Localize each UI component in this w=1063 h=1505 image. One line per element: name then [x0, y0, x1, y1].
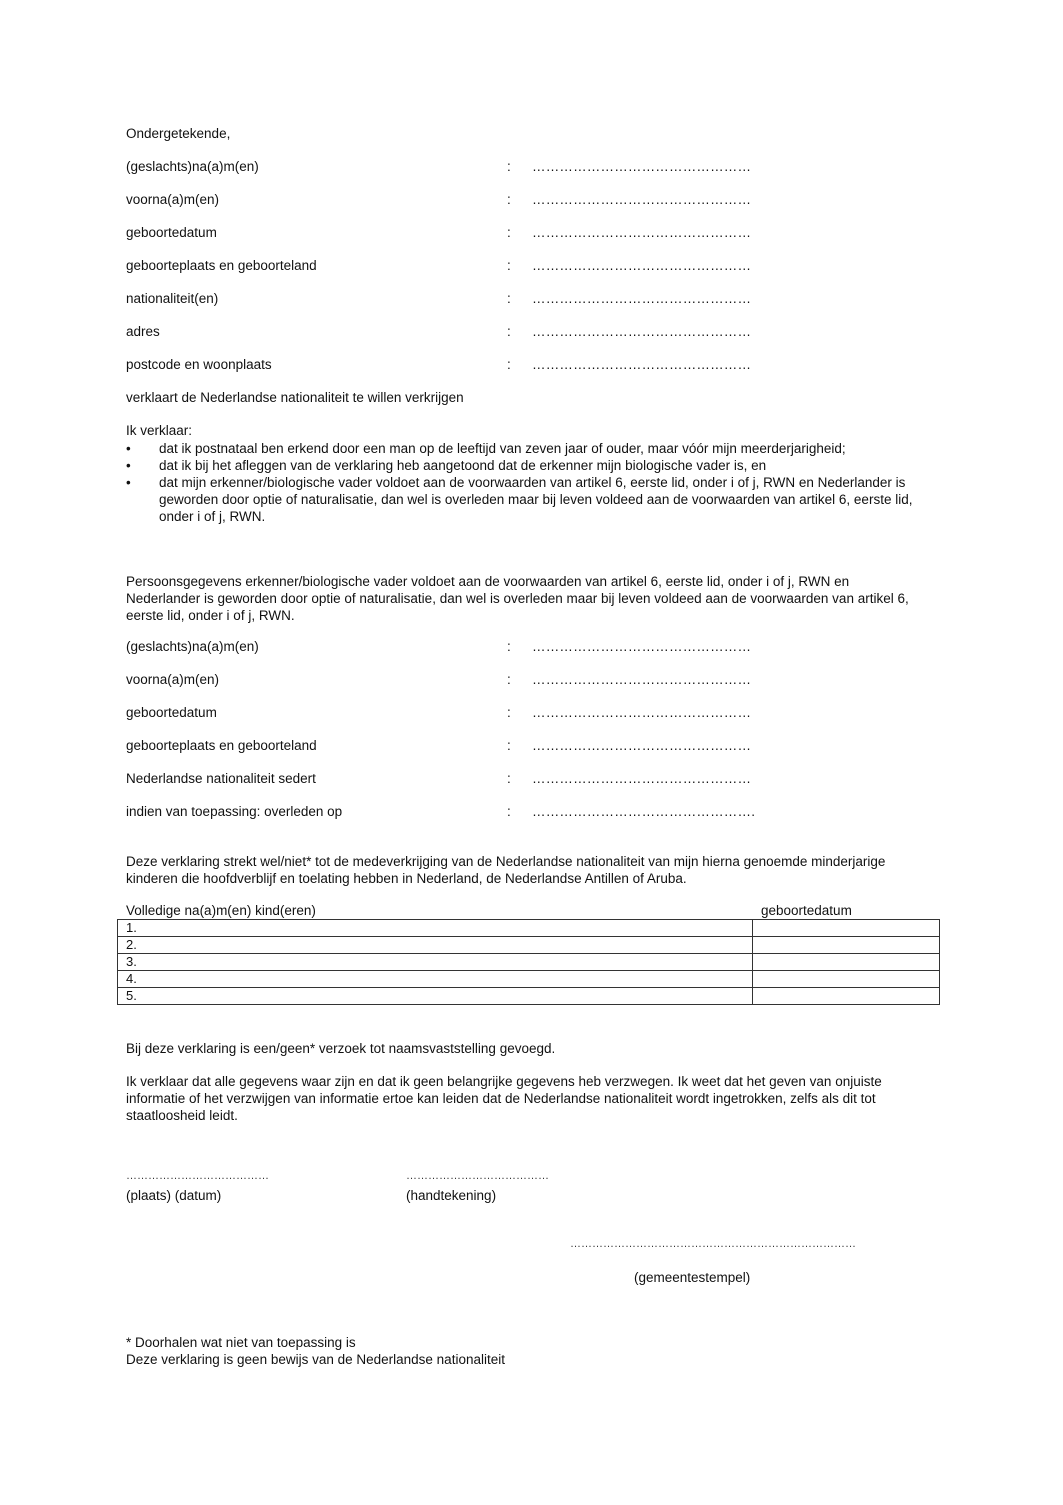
bullet-text: dat ik bij het afleggen van de verklaring heb aangetoond dat de erkenner mijn biologische vader is, en	[159, 458, 767, 473]
field-label: nationaliteit(en)	[126, 291, 219, 306]
field-input-line[interactable]: …………………………………………	[532, 672, 752, 687]
father-intro-text: Persoonsgegevens erkenner/biologische vader voldoet aan de voorwaarden van artikel 6, eerste lid, onder i of j, RWN en Nederlander is geworden door optie of naturalisatie, dan wel is overleden maar bij leven voldeed aan de voorwaarden van artikel 6, eerste lid, onder i of j, RWN.	[126, 574, 909, 623]
child-name-cell[interactable]: 1.	[118, 920, 753, 937]
table-row	[118, 937, 940, 954]
field-input-line[interactable]: …………………………………………	[532, 291, 752, 306]
bullet-icon: •	[126, 475, 131, 490]
field-input-line[interactable]: …………………………………………	[532, 192, 752, 207]
field-input-line[interactable]: …………………………………………	[532, 258, 752, 273]
field-label: postcode en woonplaats	[126, 357, 272, 372]
child-birthdate-cell[interactable]	[753, 920, 940, 937]
field-input-line[interactable]: …………………………………………	[532, 159, 752, 174]
field-label: (geslachts)na(a)m(en)	[126, 159, 259, 174]
child-name-cell[interactable]: 3.	[118, 954, 753, 971]
name-request-text: Bij deze verklaring is een/geen* verzoek tot naamsvaststelling gevoegd.	[126, 1041, 556, 1056]
field-colon: :	[507, 192, 511, 207]
field-label: geboorteplaats en geboorteland	[126, 258, 317, 273]
bullet-text: dat mijn erkenner/biologische vader voldoet aan de voorwaarden van artikel 6, eerste lid, onder i of j, RWN en Nederlander is geworden door optie of naturalisatie, dan wel is overleden maar bij leven voldeed aan de voorwaarden van artikel 6, eerste lid, onder i of j, RWN.	[159, 475, 913, 524]
field-label: geboortedatum	[126, 225, 217, 240]
field-colon: :	[507, 672, 511, 687]
place-date-label: (plaats) (datum)	[126, 1188, 222, 1203]
child-birthdate-cell[interactable]	[753, 988, 940, 1005]
field-colon: :	[507, 804, 511, 819]
table-row	[118, 971, 940, 988]
bullet-icon: •	[126, 458, 131, 473]
children-table	[117, 919, 940, 1005]
bullet-item	[126, 440, 926, 457]
bullet-item	[126, 457, 926, 474]
field-colon: :	[507, 705, 511, 720]
signature-label: (handtekening)	[406, 1188, 497, 1203]
children-table-header-name: Volledige na(a)m(en) kind(eren)	[126, 903, 316, 918]
field-input-line[interactable]: …………………………………………	[532, 324, 752, 339]
bullet-item	[126, 474, 926, 525]
field-colon: :	[507, 258, 511, 273]
field-colon: :	[507, 291, 511, 306]
field-input-line[interactable]: …………………………………………	[532, 225, 752, 240]
child-birthdate-cell[interactable]	[753, 954, 940, 971]
children-table-header-date: geboortedatum	[761, 903, 852, 918]
field-colon: :	[507, 159, 511, 174]
child-name-cell[interactable]: 5.	[118, 988, 753, 1005]
stamp-label: (gemeentestempel)	[634, 1270, 751, 1285]
field-colon: :	[507, 357, 511, 372]
place-date-line[interactable]: …………………………………	[126, 1170, 269, 1182]
field-input-line[interactable]: …………………………………………	[532, 639, 752, 654]
bullet-icon: •	[126, 441, 131, 456]
field-label: voorna(a)m(en)	[126, 672, 220, 687]
declaration-text: verklaart de Nederlandse nationaliteit te willen verkrijgen	[126, 390, 464, 405]
footnote-no-proof: Deze verklaring is geen bewijs van de Nederlandse nationaliteit	[126, 1352, 505, 1367]
field-colon: :	[507, 225, 511, 240]
table-row	[118, 954, 940, 971]
truth-statement-text: Ik verklaar dat alle gegevens waar zijn en dat ik geen belangrijke gegevens heb verzwegen. Ik weet dat het geven van onjuiste informatie of het verzwijgen van informatie ertoe kan leiden dat de Nederlandse nationaliteit wordt ingetrokken, zelfs als dit tot staatloosheid leidt.	[126, 1074, 882, 1123]
child-birthdate-cell[interactable]	[753, 971, 940, 988]
bullet-text: dat ik postnataal ben erkend door een man op de leeftijd van zeven jaar of ouder, maar vóór mijn meerderjarigheid;	[159, 441, 846, 456]
child-name-cell[interactable]: 4.	[118, 971, 753, 988]
ik-verklaar-heading: Ik verklaar:	[126, 423, 193, 438]
field-input-line[interactable]: …………………………………………	[532, 738, 752, 753]
stamp-line: ……………………………………………………………………	[570, 1238, 856, 1250]
field-label: (geslachts)na(a)m(en)	[126, 639, 259, 654]
field-label: indien van toepassing: overleden op	[126, 804, 343, 819]
field-input-line[interactable]: ………………………………………….	[532, 804, 756, 819]
child-birthdate-cell[interactable]	[753, 937, 940, 954]
field-label: voorna(a)m(en)	[126, 192, 220, 207]
field-label: geboorteplaats en geboorteland	[126, 738, 317, 753]
field-colon: :	[507, 324, 511, 339]
table-row	[118, 920, 940, 937]
field-label: adres	[126, 324, 160, 339]
declaration-bullets	[126, 440, 926, 525]
field-colon: :	[507, 639, 511, 654]
field-input-line[interactable]: …………………………………………	[532, 771, 752, 786]
field-input-line[interactable]: …………………………………………	[532, 705, 752, 720]
table-row	[118, 988, 940, 1005]
signature-line[interactable]: …………………………………	[406, 1170, 549, 1182]
field-label: Nederlandse nationaliteit sedert	[126, 771, 316, 786]
field-label: geboortedatum	[126, 705, 217, 720]
field-colon: :	[507, 738, 511, 753]
children-intro-text: Deze verklaring strekt wel/niet* tot de medeverkrijging van de Nederlandse nationaliteit van mijn hierna genoemde minderjarige kinderen die hoofdverblijf en toelating hebben in Nederland, de Nederlandse Antillen of Aruba.	[126, 854, 886, 886]
field-colon: :	[507, 771, 511, 786]
footnote-strike: * Doorhalen wat niet van toepassing is	[126, 1335, 356, 1350]
intro-text: Ondergetekende,	[126, 126, 231, 141]
field-input-line[interactable]: …………………………………………	[532, 357, 752, 372]
child-name-cell[interactable]: 2.	[118, 937, 753, 954]
